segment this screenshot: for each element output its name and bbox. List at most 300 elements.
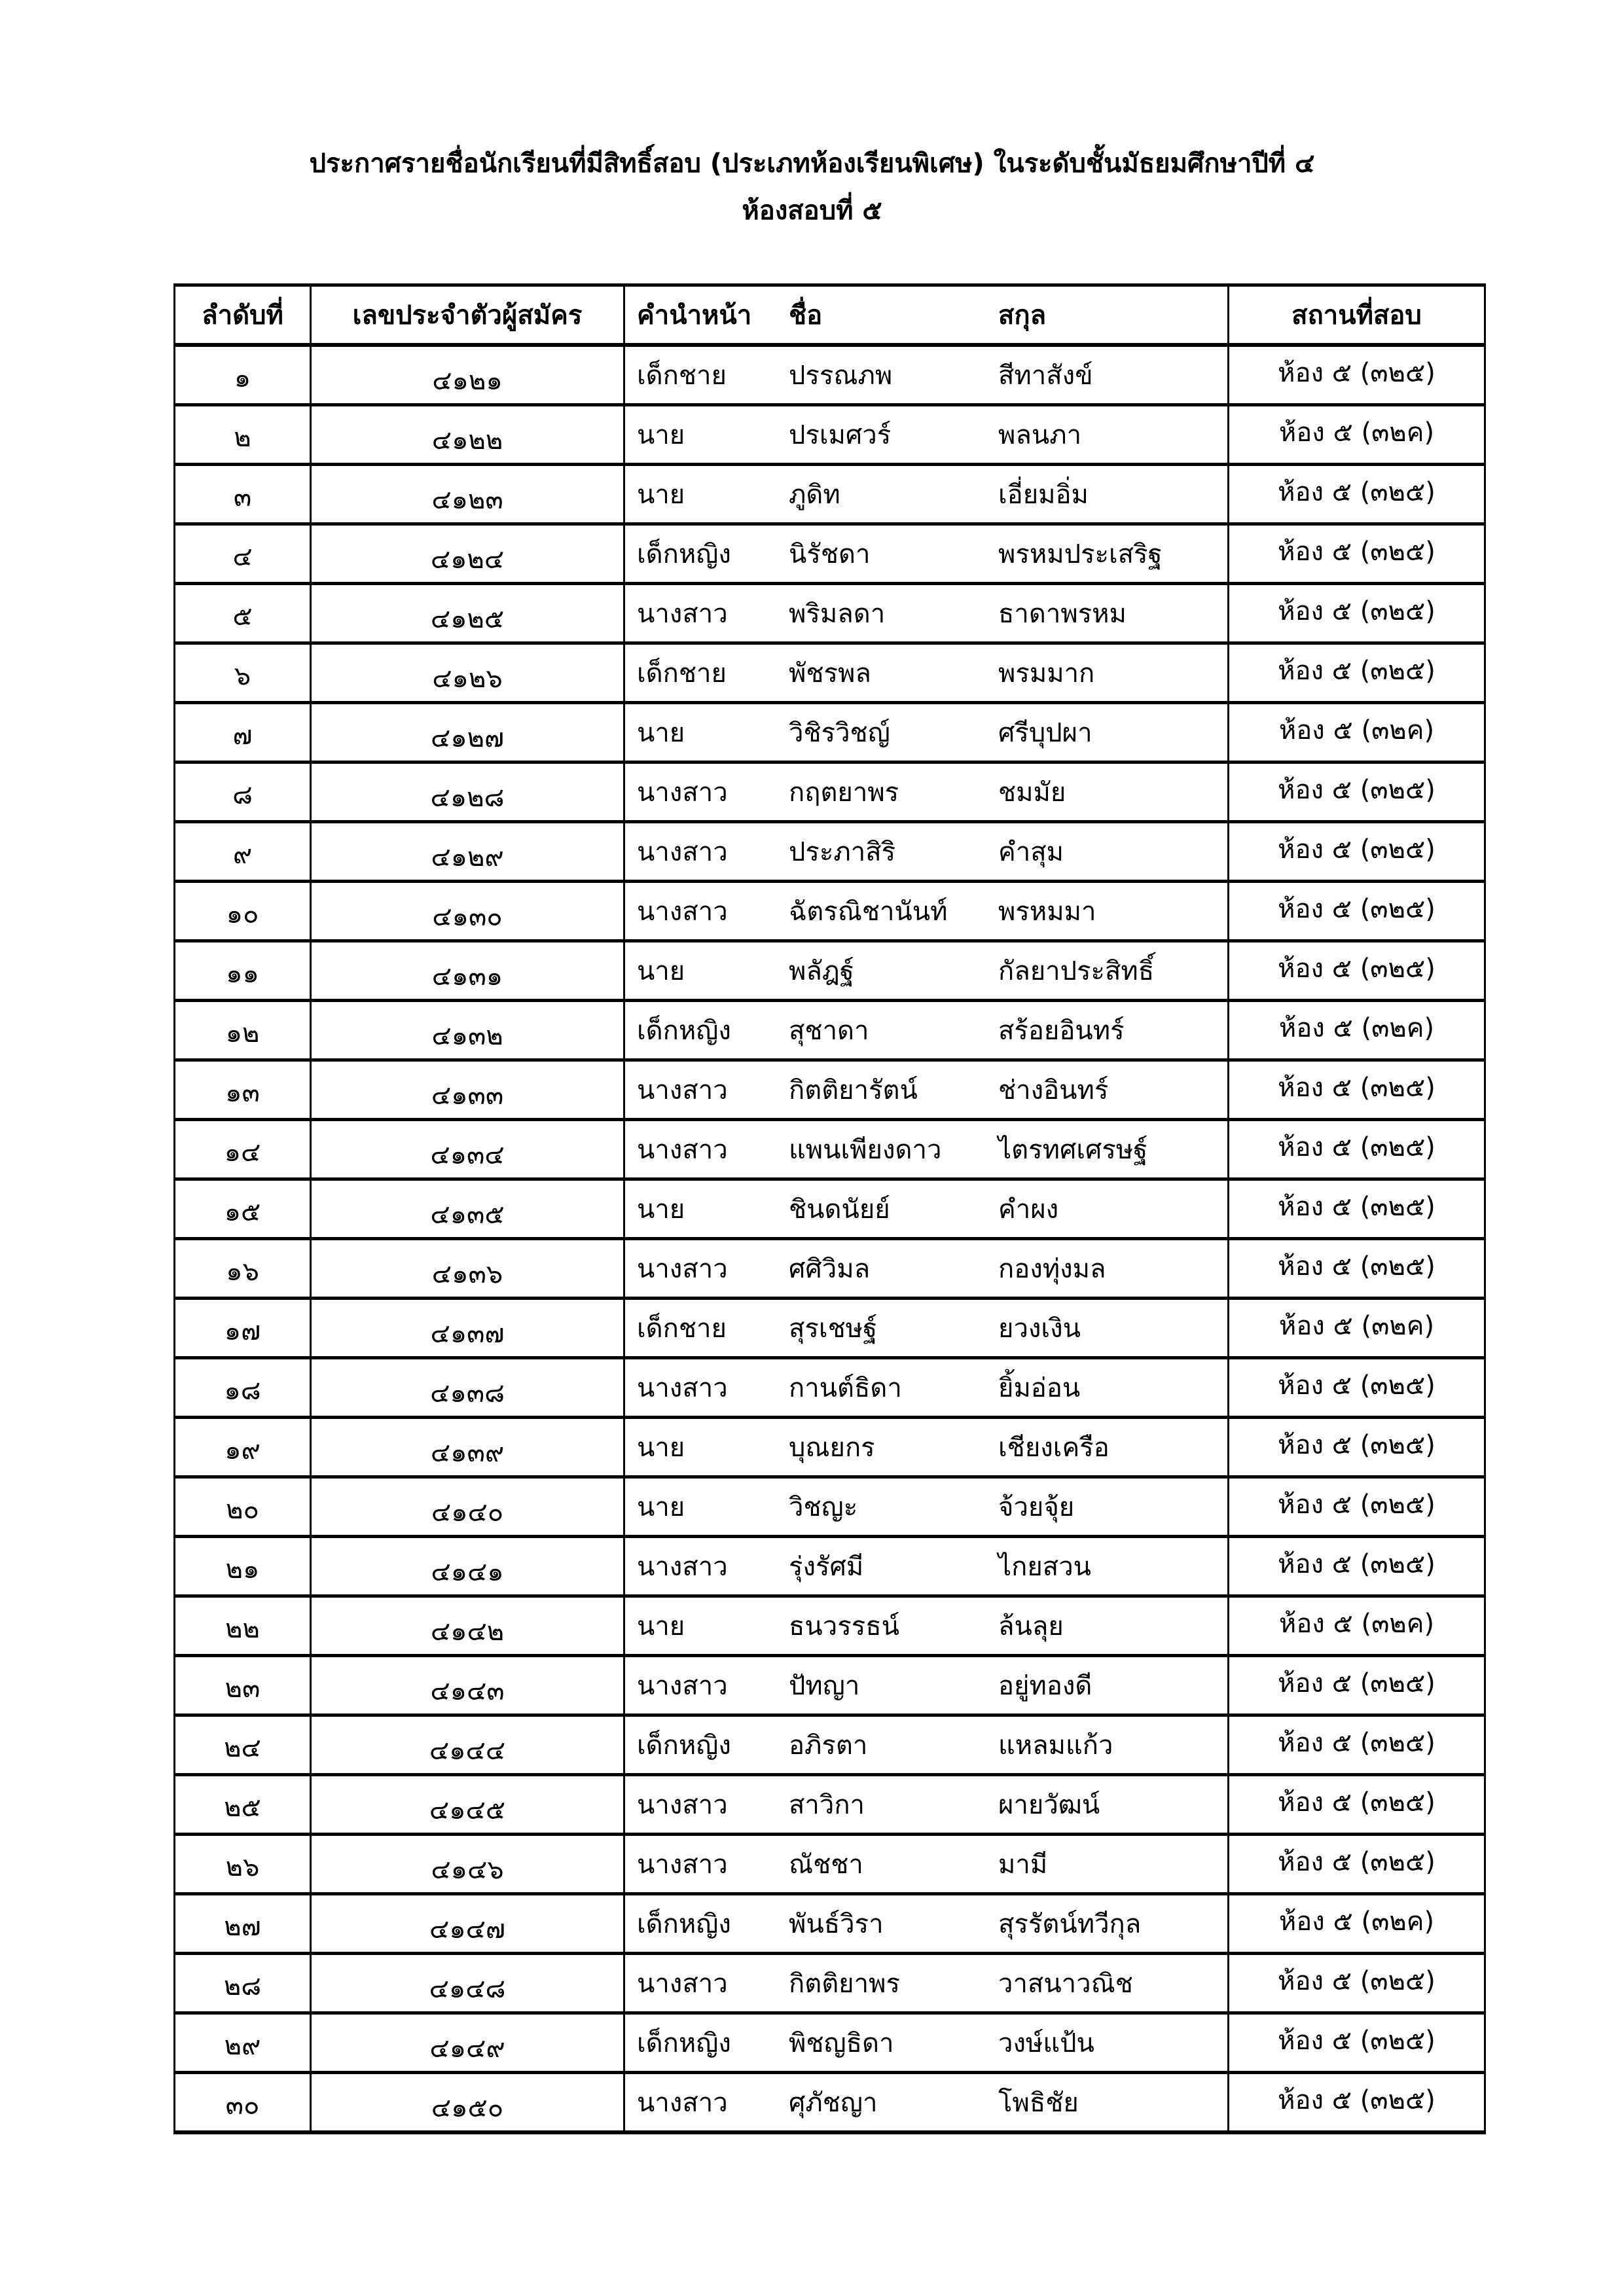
cell-no — [175, 1358, 311, 1418]
cell-name-group — [624, 882, 1229, 941]
table-row — [175, 1239, 1485, 1299]
cell-no — [175, 465, 311, 524]
cell-applicant-id — [311, 345, 624, 405]
name-prefix: นางสาว — [637, 778, 728, 808]
row-number: ๑๑ — [226, 959, 259, 989]
applicant-id: ๔๑๔๘ — [429, 1974, 506, 2004]
name-prefix: นาย — [637, 420, 685, 450]
applicant-id: ๔๑๓๐ — [432, 902, 503, 932]
row-number: ๔ — [232, 542, 253, 572]
cell-name-group — [624, 2013, 1229, 2073]
cell-exam-place — [1229, 822, 1485, 882]
table-row — [175, 1715, 1485, 1775]
last-name: ยวงเงิน — [998, 1314, 1081, 1344]
cell-name-group — [624, 584, 1229, 643]
cell-no — [175, 882, 311, 941]
first-name: ปรรณภพ — [789, 361, 893, 391]
row-number: ๑๖ — [226, 1257, 259, 1287]
last-name: ไตรทศเศรษฐ์ — [998, 1135, 1148, 1165]
cell-exam-place — [1229, 584, 1485, 643]
cell-applicant-id — [311, 1418, 624, 1477]
cell-applicant-id — [311, 1239, 624, 1299]
row-number: ๒๖ — [225, 1852, 260, 1882]
cell-no — [175, 1715, 311, 1775]
cell-no — [175, 1001, 311, 1060]
name-prefix: นาย — [637, 956, 685, 986]
cell-name-group — [624, 1299, 1229, 1358]
cell-exam-place — [1229, 1656, 1485, 1715]
cell-name-group — [624, 1358, 1229, 1418]
cell-exam-place — [1229, 1299, 1485, 1358]
cell-applicant-id — [311, 1835, 624, 1894]
last-name: ไกยสวน — [998, 1552, 1091, 1582]
cell-name-group — [624, 405, 1229, 465]
applicant-id: ๔๑๔๐ — [431, 1498, 504, 1528]
cell-exam-place — [1229, 1954, 1485, 2013]
cell-applicant-id — [311, 941, 624, 1001]
cell-name-group — [624, 703, 1229, 762]
table-row — [175, 882, 1485, 941]
last-name: แหลมแก้ว — [998, 1731, 1113, 1761]
cell-no — [175, 1299, 311, 1358]
applicant-id: ๔๑๔๓ — [430, 1676, 505, 1706]
cell-no — [175, 584, 311, 643]
cell-no — [175, 1179, 311, 1239]
cell-no — [175, 1775, 311, 1835]
row-number: ๑๒ — [225, 1018, 260, 1049]
name-prefix: นาย — [637, 1492, 685, 1522]
table-row — [175, 2073, 1485, 2133]
applicant-id: ๔๑๔๙ — [429, 2034, 505, 2064]
last-name: กองทุ่งมล — [998, 1254, 1106, 1284]
cell-applicant-id — [311, 1060, 624, 1120]
cell-no — [175, 1477, 311, 1537]
first-name: ประภาสิริ — [789, 837, 896, 867]
first-name: สาวิกา — [789, 1790, 865, 1820]
cell-no — [175, 1894, 311, 1954]
exam-place: ห้อง ๕ (๓๒ค) — [1278, 1609, 1435, 1639]
last-name: ล้นลุย — [998, 1611, 1064, 1641]
name-prefix: นางสาว — [637, 1254, 728, 1284]
cell-no — [175, 524, 311, 584]
row-number: ๑๙ — [225, 1435, 261, 1465]
cell-applicant-id — [311, 2073, 624, 2133]
cell-no — [175, 643, 311, 703]
cell-name-group — [624, 465, 1229, 524]
table-row — [175, 1418, 1485, 1477]
applicant-id: ๔๑๓๕ — [430, 1200, 505, 1230]
last-name: ชมมัย — [998, 778, 1066, 808]
row-number: ๑ — [234, 363, 251, 393]
exam-place: ห้อง ๕ (๓๒๕) — [1278, 596, 1435, 626]
cell-name-group — [624, 762, 1229, 822]
cell-exam-place — [1229, 1179, 1485, 1239]
row-number: ๑๗ — [224, 1316, 261, 1346]
name-prefix: นาย — [637, 1194, 685, 1225]
exam-place: ห้อง ๕ (๓๒๕) — [1278, 954, 1435, 984]
exam-place: ห้อง ๕ (๓๒๕) — [1278, 1192, 1435, 1222]
cell-name-group — [624, 2073, 1229, 2133]
column-header-prefix: คำนำหน้า — [637, 300, 752, 331]
last-name: คำผง — [998, 1194, 1059, 1225]
row-number: ๒๗ — [224, 1912, 261, 1942]
name-prefix: เด็กชาย — [637, 658, 727, 689]
table-row — [175, 405, 1485, 465]
row-number: ๑๐ — [226, 899, 259, 929]
last-name: ช่างอินทร์ — [998, 1075, 1109, 1105]
row-number: ๑๓ — [225, 1078, 260, 1108]
table-row — [175, 1179, 1485, 1239]
exam-place: ห้อง ๕ (๓๒๕) — [1278, 1371, 1435, 1401]
cell-no — [175, 1596, 311, 1656]
applicant-id: ๔๑๔๕ — [429, 1795, 506, 1825]
row-number: ๑๘ — [224, 1376, 261, 1406]
table-row — [175, 2013, 1485, 2073]
row-number: ๒๑ — [225, 1554, 260, 1585]
cell-no — [175, 2073, 311, 2133]
exam-place: ห้อง ๕ (๓๒๕) — [1278, 2085, 1435, 2115]
applicant-id: ๔๑๒๒ — [431, 425, 503, 456]
cell-applicant-id — [311, 2013, 624, 2073]
applicant-id: ๔๑๔๑ — [431, 1557, 504, 1587]
cell-no — [175, 941, 311, 1001]
name-prefix: นางสาว — [637, 599, 728, 629]
table-row — [175, 1299, 1485, 1358]
name-prefix: นางสาว — [637, 837, 728, 867]
cell-exam-place — [1229, 1775, 1485, 1835]
exam-place: ห้อง ๕ (๓๒ค) — [1278, 715, 1435, 745]
cell-name-group — [624, 941, 1229, 1001]
name-prefix: นางสาว — [637, 1850, 728, 1880]
cell-name-group — [624, 1239, 1229, 1299]
first-name: ศุภัชญา — [789, 2088, 878, 2118]
row-number: ๒๘ — [223, 1971, 262, 2001]
last-name: พรมมาก — [998, 658, 1095, 689]
table-row — [175, 524, 1485, 584]
cell-exam-place — [1229, 703, 1485, 762]
applicant-id: ๔๑๓๔ — [430, 1140, 505, 1170]
applicant-id: ๔๑๒๙ — [431, 842, 504, 872]
name-prefix: นาย — [637, 1611, 685, 1641]
applicant-id: ๔๑๓๗ — [430, 1319, 505, 1349]
applicant-id: ๔๑๒๓ — [431, 485, 503, 515]
cell-exam-place — [1229, 405, 1485, 465]
last-name: วงษ์แป้น — [998, 2028, 1094, 2058]
last-name: พลนภา — [998, 420, 1082, 450]
name-prefix: นางสาว — [637, 897, 728, 927]
table-row — [175, 1954, 1485, 2013]
exam-place: ห้อง ๕ (๓๒๕) — [1278, 1668, 1435, 1698]
applicant-id: ๔๑๒๑ — [432, 366, 503, 396]
cell-no — [175, 345, 311, 405]
cell-no — [175, 1954, 311, 2013]
first-name: พริมลดา — [789, 599, 886, 629]
cell-no — [175, 1239, 311, 1299]
cell-applicant-id — [311, 1179, 624, 1239]
table-row — [175, 762, 1485, 822]
last-name: คำสุม — [998, 837, 1064, 867]
cell-name-group — [624, 1835, 1229, 1894]
name-prefix: เด็กหญิง — [637, 2028, 731, 2058]
applicant-id: ๔๑๓๖ — [431, 1259, 503, 1289]
table-row — [175, 643, 1485, 703]
cell-no — [175, 762, 311, 822]
applicant-id: ๔๑๓๒ — [431, 1021, 503, 1051]
cell-name-group — [624, 1894, 1229, 1954]
cell-applicant-id — [311, 1775, 624, 1835]
column-header-last-name: สกุล — [998, 300, 1047, 331]
cell-name-group — [624, 1477, 1229, 1537]
row-number: ๒๕ — [224, 1793, 261, 1823]
exam-place: ห้อง ๕ (๓๒๕) — [1278, 537, 1435, 567]
row-number: ๙ — [232, 840, 253, 870]
first-name: นิรัชดา — [789, 539, 871, 569]
cell-applicant-id — [311, 584, 624, 643]
row-number: ๑๕ — [224, 1197, 261, 1227]
name-prefix: นางสาว — [637, 1969, 728, 1999]
column-header-name-group — [624, 285, 1229, 346]
table-row — [175, 465, 1485, 524]
last-name: วาสนาวณิช — [998, 1969, 1133, 1999]
exam-place: ห้อง ๕ (๓๒๕) — [1278, 656, 1435, 686]
applicant-id: ๔๑๒๕ — [430, 604, 505, 634]
cell-name-group — [624, 1656, 1229, 1715]
student-roster-table — [173, 283, 1486, 2134]
applicant-id: ๔๑๔๔ — [429, 1736, 506, 1766]
table-header-row — [175, 285, 1485, 346]
exam-place: ห้อง ๕ (๓๒๕) — [1278, 1073, 1435, 1103]
table-row — [175, 1835, 1485, 1894]
name-prefix: เด็กชาย — [637, 1314, 727, 1344]
cell-applicant-id — [311, 1954, 624, 2013]
name-prefix: เด็กชาย — [637, 361, 727, 391]
column-header-applicant-id: เลขประจำตัวผู้สมัคร — [311, 285, 624, 346]
table-row — [175, 345, 1485, 405]
first-name: พัชรพล — [789, 658, 871, 689]
applicant-id: ๔๑๒๘ — [430, 783, 505, 813]
table-row — [175, 1358, 1485, 1418]
exam-place: ห้อง ๕ (๓๒๕) — [1278, 1549, 1435, 1579]
exam-place: ห้อง ๕ (๓๒๕) — [1278, 477, 1435, 507]
applicant-id: ๔๑๓๙ — [430, 1438, 505, 1468]
cell-name-group — [624, 524, 1229, 584]
exam-place: ห้อง ๕ (๓๒๕) — [1278, 834, 1435, 865]
row-number: ๒๐ — [226, 1495, 259, 1525]
first-name: กิตติยารัตน์ — [789, 1075, 918, 1105]
first-name: สุชาดา — [789, 1016, 869, 1046]
name-prefix: นางสาว — [637, 2088, 728, 2118]
first-name: วิชิรวิชญ์ — [789, 718, 890, 748]
name-prefix: เด็กหญิง — [637, 539, 731, 569]
last-name: อยู่ทองดี — [998, 1671, 1092, 1701]
applicant-id: ๔๑๔๖ — [431, 1855, 504, 1885]
applicant-id: ๔๑๔๗ — [429, 1914, 505, 1945]
cell-name-group — [624, 1418, 1229, 1477]
row-number: ๓๐ — [225, 2090, 260, 2121]
first-name: ภูดิท — [789, 480, 840, 510]
name-prefix: นาย — [637, 1433, 685, 1463]
first-name: แพนเพียงดาว — [789, 1135, 942, 1165]
exam-place: ห้อง ๕ (๓๒๕) — [1278, 1430, 1435, 1460]
row-number: ๖ — [234, 661, 251, 691]
cell-exam-place — [1229, 1596, 1485, 1656]
cell-no — [175, 1656, 311, 1715]
cell-name-group — [624, 1120, 1229, 1179]
last-name: มามี — [998, 1850, 1048, 1880]
table-row — [175, 822, 1485, 882]
row-number: ๒๒ — [225, 1614, 260, 1644]
cell-name-group — [624, 345, 1229, 405]
exam-place: ห้อง ๕ (๓๒๕) — [1278, 1728, 1435, 1758]
last-name: พรหมประเสริฐ — [998, 539, 1163, 569]
exam-place: ห้อง ๕ (๓๒ค) — [1278, 1013, 1435, 1043]
last-name: เอี่ยมอิ่ม — [998, 480, 1089, 510]
first-name: อภิรตา — [789, 1731, 868, 1761]
row-number: ๒๔ — [224, 1733, 261, 1763]
table-body — [175, 345, 1485, 2132]
exam-place: ห้อง ๕ (๓๒ค) — [1278, 1907, 1435, 1937]
last-name: กัลยาประสิทธิ์ — [998, 956, 1155, 986]
row-number: ๘ — [232, 780, 253, 810]
cell-name-group — [624, 643, 1229, 703]
cell-no — [175, 2013, 311, 2073]
applicant-id: ๔๑๒๖ — [432, 664, 503, 694]
name-prefix: เด็กหญิง — [637, 1016, 731, 1046]
cell-exam-place — [1229, 941, 1485, 1001]
first-name: กฤตยาพร — [789, 778, 899, 808]
cell-applicant-id — [311, 1894, 624, 1954]
cell-exam-place — [1229, 643, 1485, 703]
row-number: ๒ — [234, 423, 251, 453]
table-row — [175, 584, 1485, 643]
table-row — [175, 1477, 1485, 1537]
first-name: สุรเชษฐ์ — [789, 1314, 878, 1344]
cell-exam-place — [1229, 762, 1485, 822]
name-prefix: เด็กหญิง — [637, 1731, 731, 1761]
name-prefix: นาย — [637, 718, 685, 748]
first-name: ศศิวิมล — [789, 1254, 871, 1284]
row-number: ๒๓ — [225, 1674, 261, 1704]
table-row — [175, 1060, 1485, 1120]
table-row — [175, 1001, 1485, 1060]
first-name: วิชญะ — [789, 1492, 858, 1522]
table-row — [175, 1894, 1485, 1954]
applicant-id: ๔๑๔๒ — [430, 1617, 505, 1647]
row-number: ๗ — [232, 721, 253, 751]
cell-applicant-id — [311, 1656, 624, 1715]
cell-exam-place — [1229, 1894, 1485, 1954]
last-name: ธาดาพรหม — [998, 599, 1127, 629]
cell-exam-place — [1229, 1477, 1485, 1537]
last-name: สีทาสังข์ — [998, 361, 1093, 391]
cell-exam-place — [1229, 1835, 1485, 1894]
column-header-first-name: ชื่อ — [789, 300, 823, 331]
row-number: ๑๔ — [224, 1138, 261, 1168]
exam-place: ห้อง ๕ (๓๒๕) — [1278, 2026, 1435, 2056]
last-name: ยิ้มอ่อน — [998, 1373, 1081, 1403]
cell-exam-place — [1229, 1239, 1485, 1299]
cell-no — [175, 1060, 311, 1120]
name-prefix: นางสาว — [637, 1075, 728, 1105]
cell-name-group — [624, 822, 1229, 882]
cell-exam-place — [1229, 1001, 1485, 1060]
first-name: กิตติยาพร — [789, 1969, 900, 1999]
last-name: เชียงเครือ — [998, 1433, 1110, 1463]
cell-exam-place — [1229, 2073, 1485, 2133]
exam-room-subtitle: ห้องสอบที่ ๕ — [742, 196, 882, 226]
name-prefix: นางสาว — [637, 1671, 728, 1701]
row-number: ๕ — [232, 601, 253, 632]
first-name: ธนวรรธน์ — [789, 1611, 899, 1641]
table-row — [175, 941, 1485, 1001]
cell-exam-place — [1229, 345, 1485, 405]
cell-applicant-id — [311, 1001, 624, 1060]
cell-applicant-id — [311, 524, 624, 584]
cell-exam-place — [1229, 1537, 1485, 1596]
table-row — [175, 1775, 1485, 1835]
exam-place: ห้อง ๕ (๓๒๕) — [1278, 1132, 1435, 1162]
cell-applicant-id — [311, 762, 624, 822]
cell-exam-place — [1229, 1358, 1485, 1418]
cell-applicant-id — [311, 703, 624, 762]
cell-no — [175, 703, 311, 762]
applicant-id: ๔๑๓๑ — [431, 961, 503, 992]
last-name: ศรีบุปผา — [998, 718, 1092, 748]
cell-name-group — [624, 1715, 1229, 1775]
cell-no — [175, 405, 311, 465]
cell-applicant-id — [311, 822, 624, 882]
table-row — [175, 1537, 1485, 1596]
last-name: สร้อยอินทร์ — [998, 1016, 1125, 1046]
cell-applicant-id — [311, 405, 624, 465]
cell-exam-place — [1229, 1120, 1485, 1179]
cell-applicant-id — [311, 1537, 624, 1596]
exam-place: ห้อง ๕ (๓๒๕) — [1278, 358, 1435, 388]
cell-exam-place — [1229, 1418, 1485, 1477]
exam-place: ห้อง ๕ (๓๒๕) — [1278, 894, 1435, 924]
cell-name-group — [624, 1596, 1229, 1656]
cell-name-group — [624, 1775, 1229, 1835]
exam-place: ห้อง ๕ (๓๒๕) — [1278, 1787, 1435, 1818]
cell-name-group — [624, 1060, 1229, 1120]
cell-no — [175, 1120, 311, 1179]
name-prefix: นางสาว — [637, 1552, 728, 1582]
first-name: กานต์ธิดา — [789, 1373, 902, 1403]
applicant-id: ๔๑๒๗ — [430, 723, 505, 753]
cell-exam-place — [1229, 1715, 1485, 1775]
cell-applicant-id — [311, 882, 624, 941]
cell-applicant-id — [311, 1120, 624, 1179]
cell-applicant-id — [311, 1596, 624, 1656]
exam-place: ห้อง ๕ (๓๒ค) — [1278, 418, 1435, 448]
exam-place: ห้อง ๕ (๓๒๕) — [1278, 1847, 1435, 1877]
cell-no — [175, 1835, 311, 1894]
first-name: บุณยกร — [789, 1433, 875, 1463]
name-prefix: นาย — [637, 480, 685, 510]
applicant-id: ๔๑๓๘ — [430, 1378, 505, 1408]
cell-applicant-id — [311, 465, 624, 524]
cell-exam-place — [1229, 465, 1485, 524]
first-name: ณัชชา — [789, 1850, 863, 1880]
exam-place: ห้อง ๕ (๓๒๕) — [1278, 1251, 1435, 1282]
page-title: ประกาศรายชื่อนักเรียนที่มีสิทธิ์สอบ (ประเภทห้องเรียนพิเศษ) ในระดับชั้นมัธยมศึกษาปีที่ ๔ — [309, 149, 1315, 179]
cell-exam-place — [1229, 1060, 1485, 1120]
first-name: พิชญธิดา — [789, 2028, 894, 2058]
table-row — [175, 1656, 1485, 1715]
cell-exam-place — [1229, 524, 1485, 584]
exam-place: ห้อง ๕ (๓๒๕) — [1278, 1490, 1435, 1520]
first-name: ฉัตรณิชานันท์ — [789, 897, 948, 927]
